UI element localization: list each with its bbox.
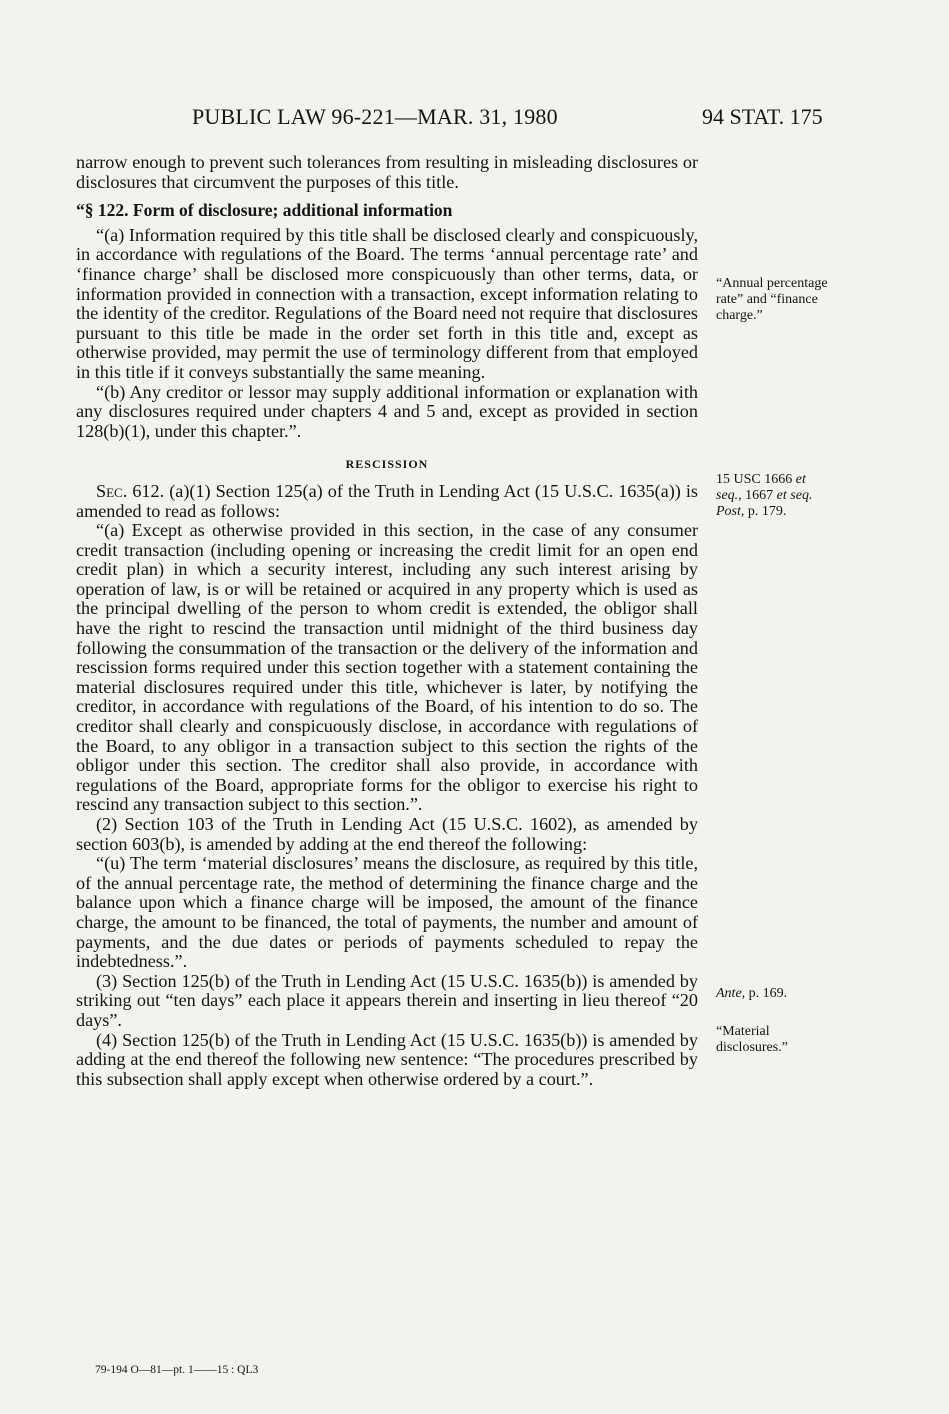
usc-ref-2: , 1667 [738,488,777,503]
ante-label: Ante, [716,986,746,1001]
paragraph-continuation: narrow enough to prevent such tolerances from resulting in misleading disclosures or disclosures that circumvent the purposes of this title. [76,152,698,192]
footer-code: 79-194 O—81—pt. 1——15 : QL3 [95,1364,259,1376]
paragraph-122b: “(b) Any creditor or lessor may supply additional information or explanation with any disclosures required under chapters 4 and 5 and, except as provided in section 128(b)(1), under this chapter.”. [76,381,698,441]
usc-et-1: et [795,472,806,487]
ante-page: p. 169. [745,986,788,1001]
section-heading: “§ 122. Form of disclosure; additional information [76,200,453,221]
page-header-title: PUBLIC LAW 96-221—MAR. 31, 1980 [192,104,558,129]
paragraph-u: “(u) The term ‘material disclosures’ means the disclosure, as required by this title, of the annual percentage rate, the method of determining the finance charge and the balance upon which a finance charge will be imposed, the amount of the finance charge, the amount to be financed, the total of payments, the number and amount of payments, and the due dates or periods of payments scheduled to repay the indebtedness.”. [76,853,698,972]
paragraph-612a-text: 612. (a)(1) Section 125(a) of the Truth in Lending Act (15 U.S.C. 1635(a)) is amended to read as follows: [76,480,698,521]
page-header-stat: 94 STAT. 175 [702,104,823,129]
usc-ref-1: 15 USC 1666 [716,472,796,487]
paragraph-a4: (4) Section 125(b) of the Truth in Lending Act (15 U.S.C. 1635(b)) is amended by adding at the end thereof the following new sentence: “The procedures prescribed by this subsection shall apply except when otherwise ordered by a court.”. [76,1029,698,1089]
paragraph-a3: (3) Section 125(b) of the Truth in Lending Act (15 U.S.C. 1635(b)) is amended by striking out “ten days” each place it appears therein and inserting in lieu thereof “20 days”. [76,970,698,1030]
usc-post-page: p. 179. [744,504,787,519]
margin-note-ante [716,986,846,1002]
body-text [76,153,698,1089]
sec-label: Sec. [96,480,128,501]
margin-note-material: “Material disclosures.” [716,1024,788,1055]
paragraph-a2: (2) Section 103 of the Truth in Lending Act (15 U.S.C. 1602), as amended by section 603(b), is amended by adding at the end thereof the following: [76,814,698,854]
margin-note-apr: “Annual percentage rate” and “finance charge.” [716,276,828,323]
usc-seq-1: seq. [716,488,739,503]
paragraph-612a [76,482,698,521]
margin-note-usc [716,472,846,520]
paragraph-125a: “(a) Except as otherwise provided in this section, in the case of any consumer credit transaction (including opening or increasing the credit limit for an open end credit plan) in which a security interest, including any such interest arising by operation of law, is or will be retained or acquired in any property which is used as the principal dwelling of the person to whom credit is extended, the obligor shall have the right to rescind the transaction until midnight of the third business day following the consummation of the transaction or the delivery of the information and rescission forms required under this section together with a statement containing the material disclosures required under this title, whichever is later, by notifying the creditor, in accordance with regulations of the Board, of his intention to do so. The creditor shall clearly and conspicuously disclose, in accordance with regulations of the Board, to any obligor in a transaction subject to this section the rights of the obligor under this section. The creditor shall also provide, in accordance with regulations of the Board, appropriate forms for the obligor to exercise his right to rescind any transaction subject to this section.”. [76,520,698,815]
usc-et-seq-2: et seq. [776,488,813,503]
paragraph-122a: “(a) Information required by this title shall be disclosed clearly and conspicuously, in accordance with regulations of the Board. The terms ‘annual percentage rate’ and ‘finance charge’ shall be disclosed more conspicuously than other terms, data, or information provided in connection with a transaction, except information relating to the identity of the creditor. Regulations of the Board need not require that disclosures pursuant to this title be made in the order set forth in this title and, except as otherwise provided, may permit the use of terminology different from that employed in this title if it conveys substantially the same meaning. [76,224,698,382]
usc-post: Post, [716,504,745,519]
rescission-heading: RESCISSION [345,457,429,472]
